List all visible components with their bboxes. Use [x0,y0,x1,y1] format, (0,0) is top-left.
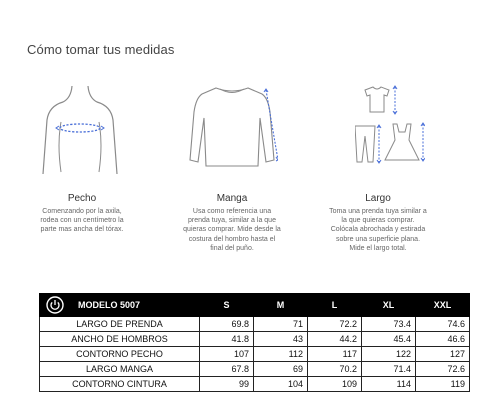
section-title: Cómo tomar tus medidas [27,42,175,57]
measure-title: Manga [216,193,248,204]
measure-text: Usa como referencia una prenda tuya, similar a la que quieras comprar. Mide desde la costura del hombro hasta el final del puño. [183,208,281,252]
measure-text: Comenzando por la axila, rodea con un centímetro la parte mas ancha del tórax. [40,208,124,234]
model-header: MODELO 5007 [40,294,200,317]
table-cell: 109 [308,377,362,392]
table-cell: 112 [254,347,308,362]
table-cell: 73.4 [362,317,416,332]
chest-illustration [35,82,125,177]
row-label: LARGO MANGA [40,362,200,377]
row-label: ANCHO DE HOMBROS [40,332,200,347]
table-cell: 67.8 [200,362,254,377]
table-row [40,347,470,362]
table-cell: 119 [416,377,470,392]
table-row [40,362,470,377]
table-cell: 104 [254,377,308,392]
shirt-icon [186,82,278,172]
table-cell: 45.4 [362,332,416,347]
measure-title: Largo [365,193,391,204]
sleeve-illustration [186,82,278,172]
table-cell: 44.2 [308,332,362,347]
row-label: LARGO DE PRENDA [40,317,200,332]
size-header: XXL [416,294,470,317]
measure-title: Pecho [67,193,97,204]
table-cell: 72.2 [308,317,362,332]
measure-length [318,193,438,253]
table-cell: 72.6 [416,362,470,377]
length-illustration [355,84,425,166]
table-header-row [40,294,470,317]
row-label: CONTORNO PECHO [40,347,200,362]
table-cell: 71 [254,317,308,332]
table-cell: 114 [362,377,416,392]
power-icon [46,296,64,314]
table-cell: 46.6 [416,332,470,347]
size-table [39,293,470,392]
table-cell: 127 [416,347,470,362]
row-label: CONTORNO CINTURA [40,377,200,392]
garments-icon [355,84,425,166]
table-row [40,332,470,347]
measure-sleeve [172,193,292,253]
table-cell: 41.8 [200,332,254,347]
table-cell: 107 [200,347,254,362]
table-cell: 70.2 [308,362,362,377]
table-cell: 122 [362,347,416,362]
torso-icon [35,82,125,177]
table-cell: 117 [308,347,362,362]
table-cell: 74.6 [416,317,470,332]
size-header: M [254,294,308,317]
measure-chest [22,193,142,235]
table-cell: 69.8 [200,317,254,332]
size-header: S [200,294,254,317]
table-cell: 43 [254,332,308,347]
table-cell: 69 [254,362,308,377]
measure-text: Toma una prenda tuya similar a la que quieras comprar. Colócala abrochada y estirada sobre una superficie plana. Mide el largo total. [329,208,427,252]
table-cell: 71.4 [362,362,416,377]
table-cell: 99 [200,377,254,392]
size-header: L [308,294,362,317]
size-header: XL [362,294,416,317]
table-row [40,377,470,392]
table-row [40,317,470,332]
